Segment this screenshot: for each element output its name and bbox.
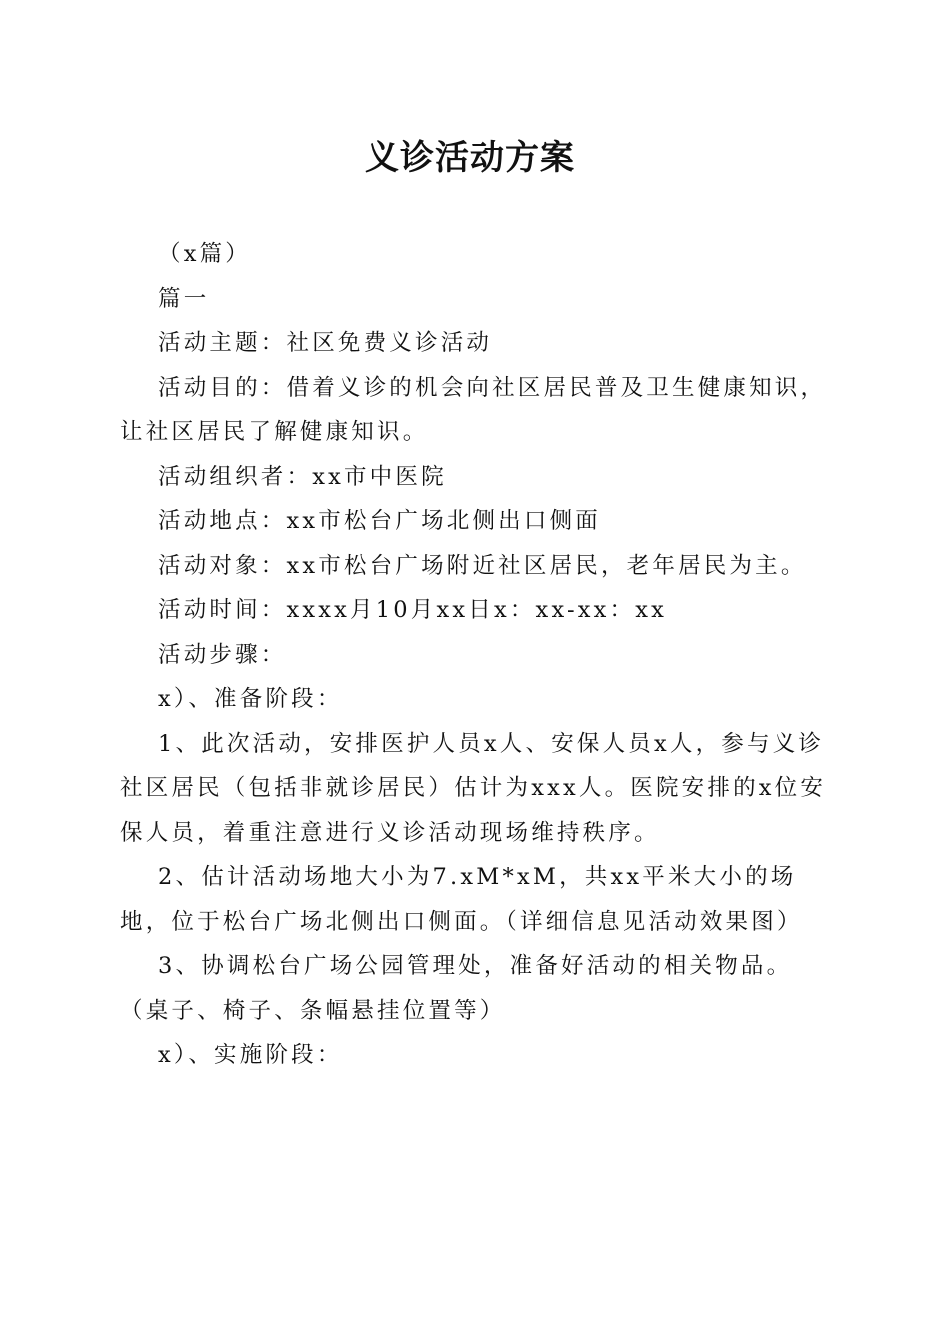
paragraph-activity-steps: 活动步骤： (158, 641, 287, 668)
paragraph-activity-time: 活动时间：xxxx月10月xx日x：xx-xx：xx (158, 597, 667, 623)
paragraph-activity-purpose: 活动目的：借着义诊的机会向社区居民普及卫生健康知识，让社区居民了解健康知识。 (120, 374, 827, 445)
paragraph-part-one: 篇一 (158, 285, 210, 312)
document-body (120, 232, 832, 1078)
paragraph-implementation-stage: x）、实施阶段： (158, 1042, 343, 1068)
paragraph-preparation-item-1: 1、此次活动，安排医护人员x人、安保人员x人，参与义诊社区居民（包括非就诊居民）估计为xxx人。医院安排的x位安保人员，着重注意进行义诊活动现场维持秩序。 (120, 730, 827, 846)
document-title: 义诊活动方案 (365, 138, 575, 178)
paragraph-preparation-item-2: 2、估计活动场地大小为7.xM*xM，共xx平米大小的场地，位于松台广场北侧出口侧面。（详细信息见活动效果图） (120, 864, 803, 935)
paragraph-preparation-stage: x）、准备阶段： (158, 686, 343, 712)
paragraph-preparation-item-3: 3、协调松台广场公园管理处，准备好活动的相关物品。（桌子、椅子、条幅悬挂位置等） (120, 953, 793, 1024)
paragraph-activity-theme: 活动主题：社区免费义诊活动 (158, 330, 493, 356)
paragraph-activity-audience: 活动对象：xx市松台广场附近社区居民，老年居民为主。 (158, 552, 807, 579)
paragraph-activity-location: 活动地点：xx市松台广场北侧出口侧面 (158, 508, 601, 534)
paragraph-section-count: （x篇） (158, 241, 251, 267)
paragraph-activity-organizer: 活动组织者：xx市中医院 (158, 463, 447, 490)
